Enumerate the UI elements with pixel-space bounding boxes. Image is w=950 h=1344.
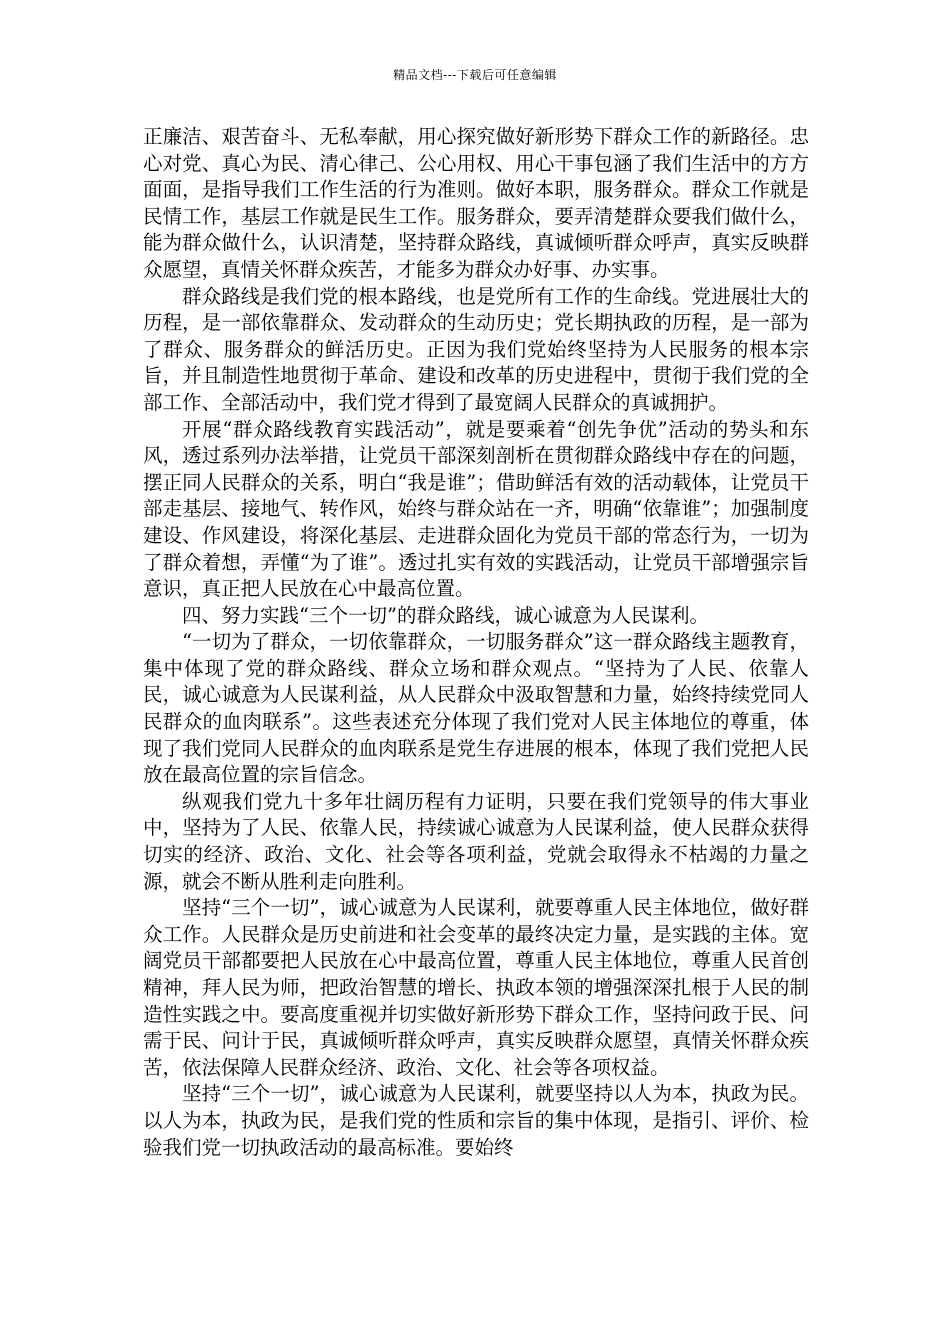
- paragraph: 开展“群众路线教育实践活动”，就是要乘着“创先争优”活动的势头和东风，透过系列办法举措，让党员干部深刻剖析在贯彻群众路线中存在的问题，摆正同人民群众的关系，明白“我是谁”；借助鲜活有效的活动载体，让党员干部走基层、接地气、转作风，始终与群众站在一齐，明确“依靠谁”；加强制度建设、作风建设，将深化基层、走进群众固化为党员干部的常态行为，一切为了群众着想，弄懂“为了谁”。透过扎实有效的实践活动，让党员干部增强宗旨意识，真正把人民放在心中最高位置。: [143, 417, 809, 601]
- paragraph: 群众路线是我们党的根本路线，也是党所有工作的生命线。党进展壮大的历程，是一部依靠群众、发动群众的生动历史；党长期执政的历程，是一部为了群众、服务群众的鲜活历史。正因为我们党始终坚持为人民服务的根本宗旨，并且制造性地贯彻于革命、建设和改革的历史进程中，贯彻于我们党的全部工作、全部活动中，我们党才得到了最宽阔人民群众的真诚拥护。: [143, 284, 809, 414]
- paragraph: 坚持“三个一切”，诚心诚意为人民谋利，就要坚持以人为本，执政为民。以人为本，执政为民，是我们党的性质和宗旨的集中体现，是指引、评价、检验我们党一切执政活动的最高标准。要始终: [143, 1082, 809, 1159]
- page-header: 精品文档---下载后可任意编辑: [393, 68, 557, 82]
- section-heading: 四、努力实践“三个一切”的群众路线，诚心诚意为人民谋利。: [182, 603, 709, 627]
- paragraph: “一切为了群众，一切依靠群众，一切服务群众”这一群众路线主题教育，集中体现了党的群众路线、群众立场和群众观点。“坚持为了人民、依靠人民，诚心诚意为人民谋利益，从人民群众中汲取智慧和力量，始终持续党同人民群众的血肉联系”。这些表述充分体现了我们党对人民主体地位的尊重，体现了我们党同人民群众的血肉联系是党生存进展的根本，体现了我们党把人民放在最高位置的宗旨信念。: [143, 630, 809, 787]
- paragraph: 纵观我们党九十多年壮阔历程有力证明，只要在我们党领导的伟大事业中，坚持为了人民、依靠人民，持续诚心诚意为人民谋利益，使人民群众获得切实的经济、政治、文化、社会等各项利益，党就会取得永不枯竭的力量之源，就会不断从胜利走向胜利。: [143, 789, 809, 893]
- document-body: [143, 124, 809, 1161]
- paragraph: 正廉洁、艰苦奋斗、无私奉献，用心探究做好新形势下群众工作的新路径。忠心对党、真心为民、清心律己、公心用权、用心干事包涵了我们生活中的方方面面，是指导我们工作生活的行为准则。做好本职，服务群众。群众工作就是民情工作，基层工作就是民生工作。服务群众，要弄清楚群众要我们做什么，能为群众做什么，认识清楚，坚持群众路线，真诚倾听群众呼声，真实反映群众愿望，真情关怀群众疾苦，才能多为群众办好事、办实事。: [143, 125, 809, 281]
- paragraph: 坚持“三个一切”，诚心诚意为人民谋利，就要尊重人民主体地位，做好群众工作。人民群众是历史前进和社会变革的最终决定力量，是实践的主体。宽阔党员干部都要把人民放在心中最高位置，尊重人民主体地位，尊重人民首创精神，拜人民为师，把政治智慧的增长、执政本领的增强深深扎根于人民的制造性实践之中。要高度重视并切实做好新形势下群众工作，坚持问政于民、问需于民、问计于民，真诚倾听群众呼声，真实反映群众愿望，真情关怀群众疾苦，依法保障人民群众经济、政治、文化、社会等各项权益。: [143, 896, 809, 1079]
